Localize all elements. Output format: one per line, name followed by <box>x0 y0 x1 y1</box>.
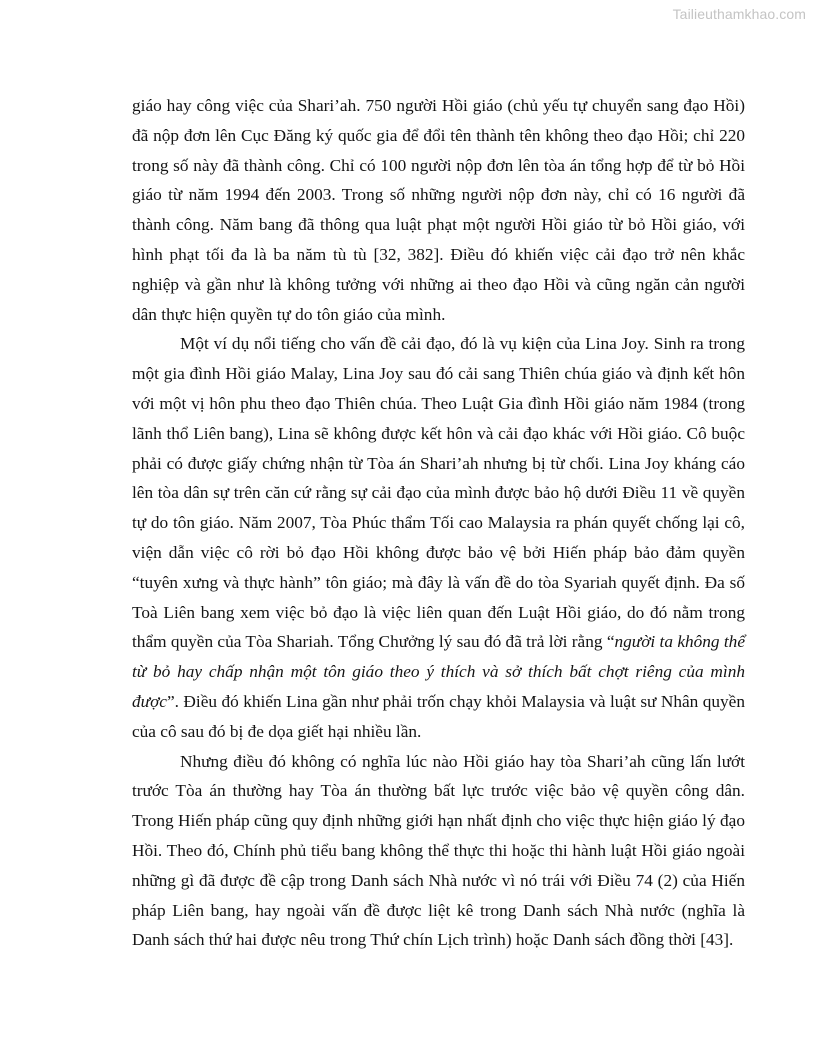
paragraph-1: giáo hay công việc của Shari’ah. 750 người Hồi giáo (chủ yếu tự chuyển sang đạo Hồi) đã nộp đơn lên Cục Đăng ký quốc gia để đổi tên thành tên không theo đạo Hồi; chỉ 220 trong số này đã thành công. Chỉ có 100 người nộp đơn lên tòa án tổng hợp để từ bỏ Hồi giáo từ năm 1994 đến 2003. Trong số những người nộp đơn này, chỉ có 16 người đã thành công. Năm bang đã thông qua luật phạt một người Hồi giáo từ bỏ Hồi giáo, với hình phạt tối đa là ba năm tù tù [32, 382]. Điều đó khiến việc cải đạo trở nên khắc nghiệp và gần như là không tưởng với những ai theo đạo Hồi và cũng ngăn cản người dân thực hiện quyền tự do tôn giáo của mình. <box>132 96 745 324</box>
paragraph-2-text: Một ví dụ nổi tiếng cho vấn đề cải đạo, đó là vụ kiện của Lina Joy. Sinh ra trong một gia đình Hồi giáo Malay, Lina Joy sau đó cải sang Thiên chúa giáo và định kết hôn với một vị hôn phu theo đạo Thiên chúa. Theo Luật Gia đình Hồi giáo năm 1984 (trong lãnh thổ Liên bang), Lina sẽ không được kết hôn và cải đạo khác với Hồi giáo. Cô buộc phải có được giấy chứng nhận từ Tòa án Shari’ah nhưng bị từ chối. Lina Joy kháng cáo lên tòa dân sự trên căn cứ rằng sự cải đạo của mình được bảo hộ dưới Điều 11 về quyền tự do tôn giáo. Năm 2007, Tòa Phúc thẩm Tối cao Malaysia ra phán quyết chống lại cô, viện dẫn việc cô rời bỏ đạo Hồi không được bảo vệ bởi Hiến pháp bảo đảm quyền “tuyên xưng và thực hành” tôn giáo; mà đây là vấn đề do tòa Syariah quyết định. Đa số Toà Liên bang xem việc bỏ đạo là việc liên quan đến Luật Hồi giáo, do đó nằm trong thẩm quyền của Tòa Shariah. Tổng Chưởng lý sau đó đã trả lời rằng “ <box>132 334 745 652</box>
paragraph-2 <box>132 329 745 746</box>
document-body <box>132 91 745 955</box>
paragraph-2-text-end: ”. Điều đó khiến Lina gần như phải trốn chạy khỏi Malaysia và luật sư Nhân quyền của cô sau đó bị đe dọa giết hại nhiều lần. <box>132 691 745 741</box>
paragraph-3: Nhưng điều đó không có nghĩa lúc nào Hồi giáo hay tòa Shari’ah cũng lấn lướt trước Tòa án thường hay Tòa án thường bất lực trước việc bảo vệ quyền công dân. Trong Hiến pháp cũng quy định những giới hạn nhất định cho việc thực hiện giáo lý đạo Hồi. Theo đó, Chính phủ tiểu bang không thể thực thi hoặc thi hành luật Hồi giáo ngoài những gì đã được đề cập trong Danh sách Nhà nước vì nó trái với Điều 74 (2) của Hiến pháp Liên bang, hay ngoài vấn đề được liệt kê trong Danh sách Nhà nước (nghĩa là Danh sách thứ hai được nêu trong Thứ chín Lịch trình) hoặc Danh sách đồng thời [43]. <box>132 751 745 950</box>
watermark-text: Tailieuthamkhao.com <box>672 6 806 22</box>
paragraph-2-quote: người ta không thể từ bỏ hay chấp nhận một tôn giáo theo ý thích và sở thích bất chợt riêng của mình được <box>132 632 745 711</box>
